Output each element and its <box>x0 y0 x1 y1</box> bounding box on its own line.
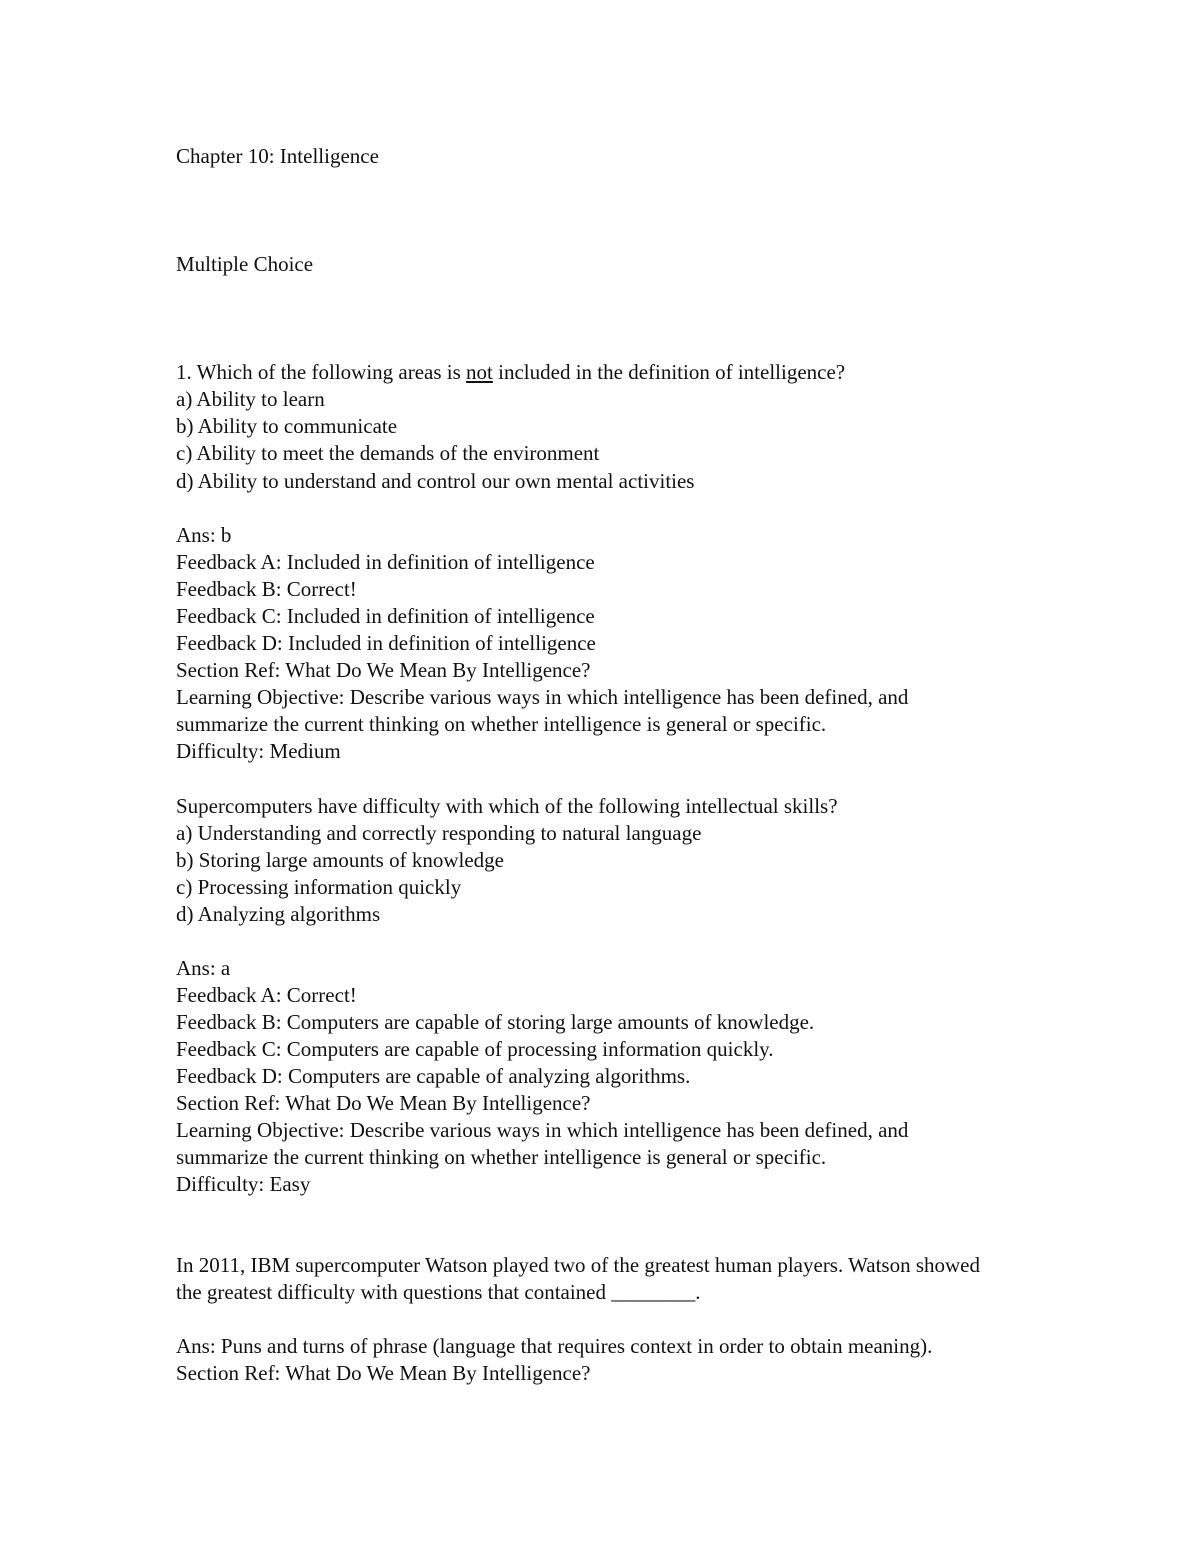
q1-question-emphasis: not <box>466 360 493 384</box>
q1-section-ref: Section Ref: What Do We Mean By Intelligence? <box>176 658 591 682</box>
q2-option-a: a) Understanding and correctly responding to natural language <box>176 821 702 845</box>
q1-feedback-b: Feedback B: Correct! <box>176 577 357 601</box>
q3-question-line1: In 2011, IBM supercomputer Watson played two of the greatest human players. Watson showed <box>176 1253 980 1277</box>
q3-question-line2: the greatest difficulty with questions that contained ________. <box>176 1280 701 1304</box>
q1-option-c: c) Ability to meet the demands of the environment <box>176 441 600 465</box>
q2-feedback-d: Feedback D: Computers are capable of analyzing algorithms. <box>176 1064 691 1088</box>
q1-option-a: a) Ability to learn <box>176 387 325 411</box>
q1-difficulty: Difficulty: Medium <box>176 739 341 763</box>
q1-question-post: included in the definition of intelligence? <box>492 360 846 384</box>
q2-answer: Ans: a <box>176 956 231 980</box>
q1-question <box>176 359 845 385</box>
q2-difficulty: Difficulty: Easy <box>176 1172 311 1196</box>
q2-question: Supercomputers have difficulty with which of the following intellectual skills? <box>176 794 838 818</box>
q2-option-d: d) Analyzing algorithms <box>176 902 381 926</box>
q1-option-d: d) Ability to understand and control our own mental activities <box>176 469 695 493</box>
q2-feedback-c: Feedback C: Computers are capable of processing information quickly. <box>176 1037 774 1061</box>
q2-feedback-a: Feedback A: Correct! <box>176 983 357 1007</box>
q2-feedback-b: Feedback B: Computers are capable of storing large amounts of knowledge. <box>176 1010 815 1034</box>
q2-objective-line2: summarize the current thinking on whether intelligence is general or specific. <box>176 1145 827 1169</box>
q2-option-c: c) Processing information quickly <box>176 875 462 899</box>
q1-feedback-d: Feedback D: Included in definition of intelligence <box>176 631 596 655</box>
q1-question-pre: 1. Which of the following areas is <box>176 360 467 384</box>
q2-section-ref: Section Ref: What Do We Mean By Intelligence? <box>176 1091 591 1115</box>
q1-feedback-a: Feedback A: Included in definition of intelligence <box>176 550 595 574</box>
chapter-title: Chapter 10: Intelligence <box>176 144 379 168</box>
q2-objective-line1: Learning Objective: Describe various ways in which intelligence has been defined, and <box>176 1118 909 1142</box>
q1-feedback-c: Feedback C: Included in definition of intelligence <box>176 604 595 628</box>
q1-objective-line1: Learning Objective: Describe various ways in which intelligence has been defined, and <box>176 685 909 709</box>
q1-objective-line2: summarize the current thinking on whether intelligence is general or specific. <box>176 712 827 736</box>
q3-section-ref: Section Ref: What Do We Mean By Intelligence? <box>176 1361 591 1385</box>
q3-answer: Ans: Puns and turns of phrase (language that requires context in order to obtain meaning). <box>176 1334 933 1358</box>
q1-option-b: b) Ability to communicate <box>176 414 398 438</box>
section-heading: Multiple Choice <box>176 252 314 276</box>
q2-option-b: b) Storing large amounts of knowledge <box>176 848 504 872</box>
q1-answer: Ans: b <box>176 523 232 547</box>
